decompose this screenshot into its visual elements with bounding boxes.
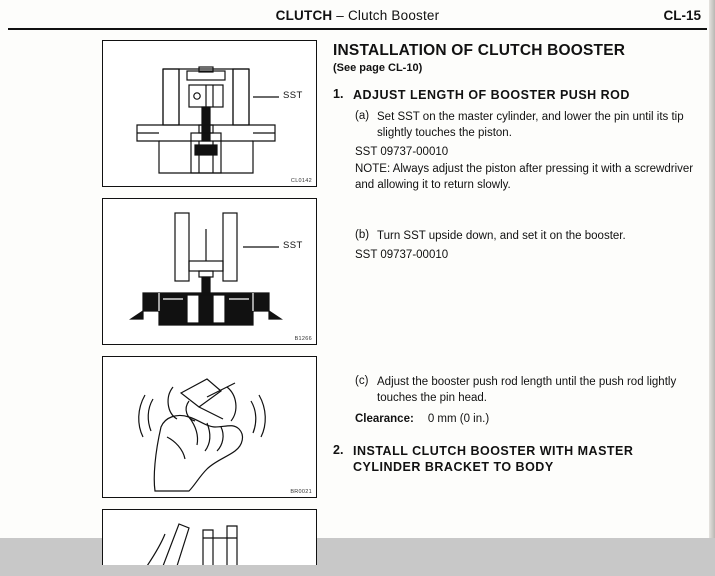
section-title: INSTALLATION OF CLUTCH BOOSTER	[333, 42, 626, 59]
header-title	[0, 8, 715, 23]
step-2-number: 2.	[333, 442, 344, 457]
figure-column	[102, 40, 317, 576]
page-edge-shadow	[709, 0, 715, 538]
note-label: NOTE:	[355, 162, 391, 175]
note-text: Always adjust the piston after pressing it with a screwdriver and allowing it to return slowly.	[355, 162, 694, 191]
figure-1-callout-sst: SST	[283, 90, 303, 101]
figure-hand-adjusting-push-rod	[102, 356, 317, 498]
figure-3-drawing	[103, 357, 315, 496]
step-1a-text: Set SST on the master cylinder, and lower the pin until its tip slightly touches the piston.	[377, 110, 684, 139]
clearance-label: Clearance:	[355, 412, 414, 425]
page-header	[0, 0, 715, 30]
step-1-number: 1.	[333, 87, 344, 101]
step-1b-label: (b)	[355, 228, 370, 241]
header-title-main: CLUTCH	[275, 8, 333, 23]
step-1-note	[355, 161, 701, 193]
spacer-2	[333, 263, 701, 375]
step-1a-sst: SST 09737-00010	[355, 145, 449, 158]
figure-install-clutch-booster-bracket	[102, 509, 317, 565]
content-column	[333, 42, 701, 482]
step-1c-text: Adjust the booster push rod length until the push rod lightly touches the pin head.	[377, 375, 677, 404]
step-1a-label: (a)	[355, 109, 370, 122]
page-number: CL-15	[663, 8, 701, 23]
step-1a	[355, 110, 701, 142]
section-subtitle: (See page CL-10)	[333, 62, 423, 74]
spacer-1	[333, 193, 701, 229]
figure-clutch-booster-master-cylinder-sst	[102, 40, 317, 187]
step-2-title: INSTALL CLUTCH BOOSTER WITH MASTER CYLINDER BRACKET TO BODY	[353, 443, 634, 475]
step-1	[333, 87, 701, 104]
clearance-spec	[355, 413, 701, 425]
header-divider	[8, 28, 707, 30]
step-1-title: ADJUST LENGTH OF BOOSTER PUSH ROD	[353, 88, 630, 102]
figure-1-drawing	[103, 41, 315, 185]
figure-3-code: BR0021	[290, 489, 312, 495]
step-1b-sst: SST 09737-00010	[355, 248, 449, 261]
figure-2-code: B1266	[294, 336, 312, 342]
figure-1-code: CL0142	[290, 178, 312, 184]
clearance-value: 0 mm (0 in.)	[427, 412, 490, 425]
figure-2-callout-sst: SST	[283, 240, 303, 251]
header-title-separator: –	[332, 8, 348, 23]
figure-2-drawing	[103, 199, 315, 343]
step-1c-label: (c)	[355, 374, 369, 387]
step-2	[333, 443, 701, 477]
header-title-sub: Clutch Booster	[347, 8, 440, 23]
step-1c	[355, 375, 701, 407]
figure-sst-upside-down-on-booster	[102, 198, 317, 345]
step-1b-text: Turn SST upside down, and set it on the booster.	[377, 229, 626, 242]
step-1b	[355, 229, 701, 245]
